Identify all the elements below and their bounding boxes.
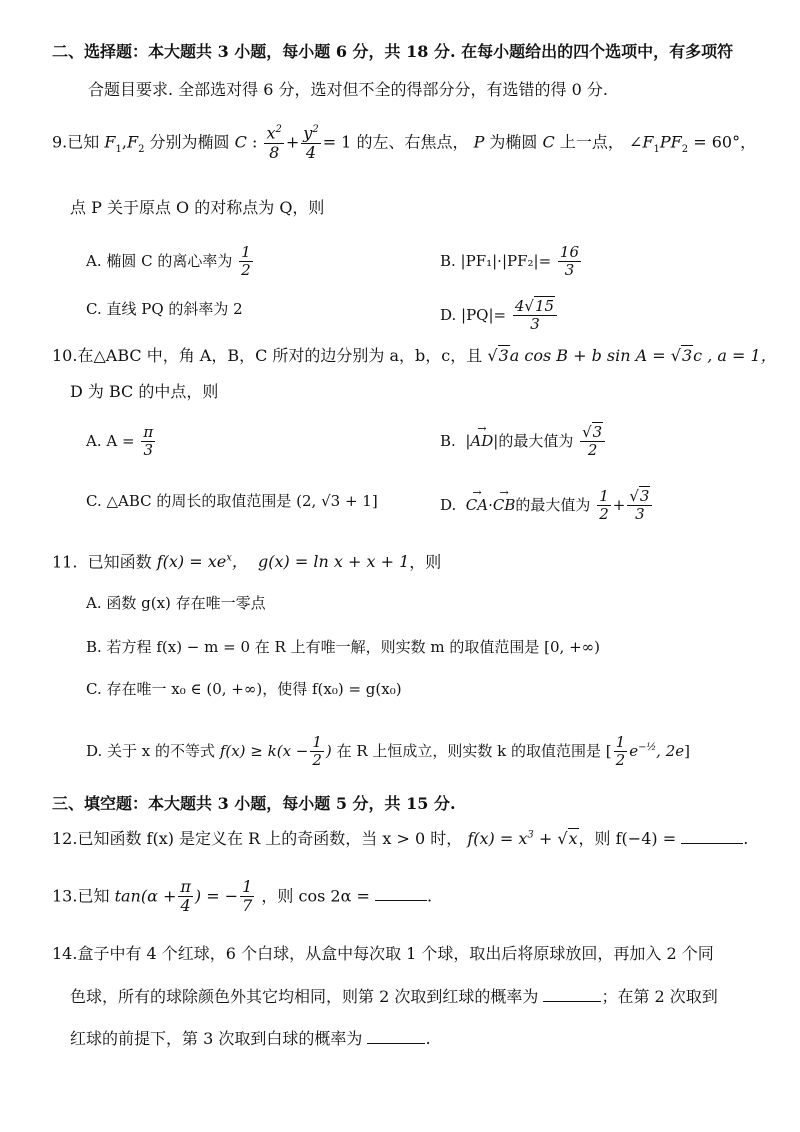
q10-option-b-text: 的最大值为 [498,431,574,450]
q9-text-a: 已知 [67,132,100,152]
q10-option-d: D. → CA·→ CB的最大值为 $\frac{1}{2}$ + $\frac{√3}{3}$ [440,488,654,524]
q12-text-a: 已知函数 f(x) 是定义在 R 上的奇函数，当 x > 0 时， [77,829,463,848]
q11-text-a: 已知函数 [87,552,152,572]
q9-option-d-fraction: $\frac{4√15}{3}$ [513,298,557,334]
q9-text-d: 为椭圆 [489,132,538,152]
q10-option-a-fraction: $\frac{\pi}{3}$ [143,423,154,460]
q10-option-b-fraction: $\frac{√3}{2}$ [580,424,605,460]
q10-option-a-text: A. A = [86,431,135,450]
q14-text-line3: 红球的前提下，第 3 次取到白球的概率为 [70,1029,363,1048]
q9-option-b-fraction: $\frac{16}{3}$ [559,243,580,280]
q11-option-a: A. 函数 g(x) 存在唯一零点 [86,594,266,612]
q14-answer-blank-1[interactable] [543,988,601,1002]
q9-ellipse-x-term: $\frac{x^2}{8}$ [266,123,282,162]
q13-text-b: ，则 cos 2α = [261,886,370,906]
question-14-number: 14. [52,944,78,963]
q9-option-d-text: D. |PQ|= [440,305,507,324]
q10-option-b: B. |→ AD|的最大值为 $\frac{√3}{2}$ [440,424,607,460]
q9-option-b-text: B. |PF₁|·|PF₂|= [440,251,552,270]
section-3-heading: 三、填空题：本大题共 3 小题，每小题 5 分，共 15 分. [52,794,456,813]
q9-text-c: 的左、右焦点， [356,132,469,152]
question-9-number: 9. [52,132,68,152]
question-14-line2 [70,988,718,1005]
q11-option-c: C. 存在唯一 x₀ ∈ (0, +∞)，使得 f(x₀) = g(x₀) [86,680,402,698]
q13-answer-blank[interactable] [375,887,427,901]
question-10-number: 10. [52,346,78,365]
question-14-line3: 红球的前提下，第 3 次取到白球的概率为 . [70,1029,431,1048]
question-11-number: 11. [52,552,78,572]
q9-option-b [440,244,583,280]
question-10-line2: D 为 BC 的中点，则 [70,382,219,401]
q14-text-line2a: 色球，所有的球除颜色外其它均相同，则第 2 次取到红球的概率为 [70,987,539,1006]
question-14-line1 [52,946,714,962]
q14-text-line1: 盒子中有 4 个红球，6 个白球，从盒中每次取 1 个球，取出后将原球放回，再加入 2 个同 [77,944,714,963]
q11-option-d-text-a: D. 关于 x 的不等式 [86,741,216,760]
q9-option-d [440,298,559,334]
q12-answer-blank[interactable] [681,830,743,844]
question-12: 12.已知函数 f(x) 是定义在 R 上的奇函数，当 x > 0 时， $f(x) = x^3 + √x$，则 f(−4) = . [52,829,749,848]
q11-text-b: ，则 [409,552,442,572]
q11-option-b: B. 若方程 f(x) − m = 0 在 R 上有唯一解，则实数 m 的取值范围是 [0, +∞) [86,638,600,656]
q9-option-c: C. 直线 PQ 的斜率为 2 [86,300,243,318]
q13-text-a: 已知 [77,886,110,906]
question-13-number: 13. [52,886,78,906]
question-11-stem [52,554,441,570]
q10-option-d-text: 的最大值为 [515,495,591,514]
question-10-stem [52,348,777,364]
q9-option-a [86,244,255,280]
q9-option-a-fraction: $\frac{1}{2}$ [241,243,251,280]
q10-option-d-fraction: $\frac{√3}{3}$ [627,488,652,524]
q11-functions: $f(x) = xe^x$， g(x) = ln x + x + 1 [156,552,410,572]
q9-option-a-text: A. 椭圆 C 的离心率为 [86,251,233,270]
q9-foci: F [104,132,116,152]
question-9-stem: 9.已知 $F_1,F_2$ 分别为椭圆 C : $\frac{x^2}{8}$ + $\frac{y^2}{4}$ = 1 的左、右焦点， P 为椭圆 C 上一点， $\angle F_1PF_2 = 60^\circ$， [52,123,757,162]
q14-answer-blank-2[interactable] [367,1030,425,1044]
question-13: 13.已知 tan(α + $\frac{\pi}{4}$ ) = − $\frac{1}{7}$ ，则 cos 2α = . [52,877,433,916]
q10-option-a [86,424,157,460]
q9-text-b: 分别为椭圆 [149,132,230,152]
section-2-heading-line2: 合题目要求. 全部选对得 6 分，选对但不全的得部分分，有选错的得 0 分. [88,80,608,99]
question-9-line2: 点 P 关于原点 O 的对称点为 Q，则 [70,198,325,217]
q11-option-d-text-b: 在 R 上恒成立，则实数 k 的取值范围是 [336,741,602,760]
section-2-heading-line1: 二、选择题：本大题共 3 小题，每小题 6 分，共 18 分. 在每小题给出的四个选项中，有多项符 [52,42,734,61]
q9-text-e: 上一点， [559,132,624,152]
q10-equation: √3a cos B + b sin A = √3c , a = 1， [487,346,777,365]
q11-option-d: D. 关于 x 的不等式 f(x) ≥ k(x − $\frac{1}{2}$ ) 在 R 上恒成立，则实数 k 的取值范围是 [ $\frac{1}{2}$ $e^{-\frac{1}{2}}$, 2e] [86,733,690,770]
q10-option-c: C. △ABC 的周长的取值范围是 (2, √3 + 1] [86,492,378,510]
q10-text-a: 在△ABC 中，角 A，B，C 所对的边分别为 a，b，c，且 [77,346,483,365]
q14-text-line2b: ；在第 2 次取到 [601,987,718,1006]
q12-text-b: ，则 f(−4) = [578,829,677,848]
question-12-number: 12. [52,829,78,848]
